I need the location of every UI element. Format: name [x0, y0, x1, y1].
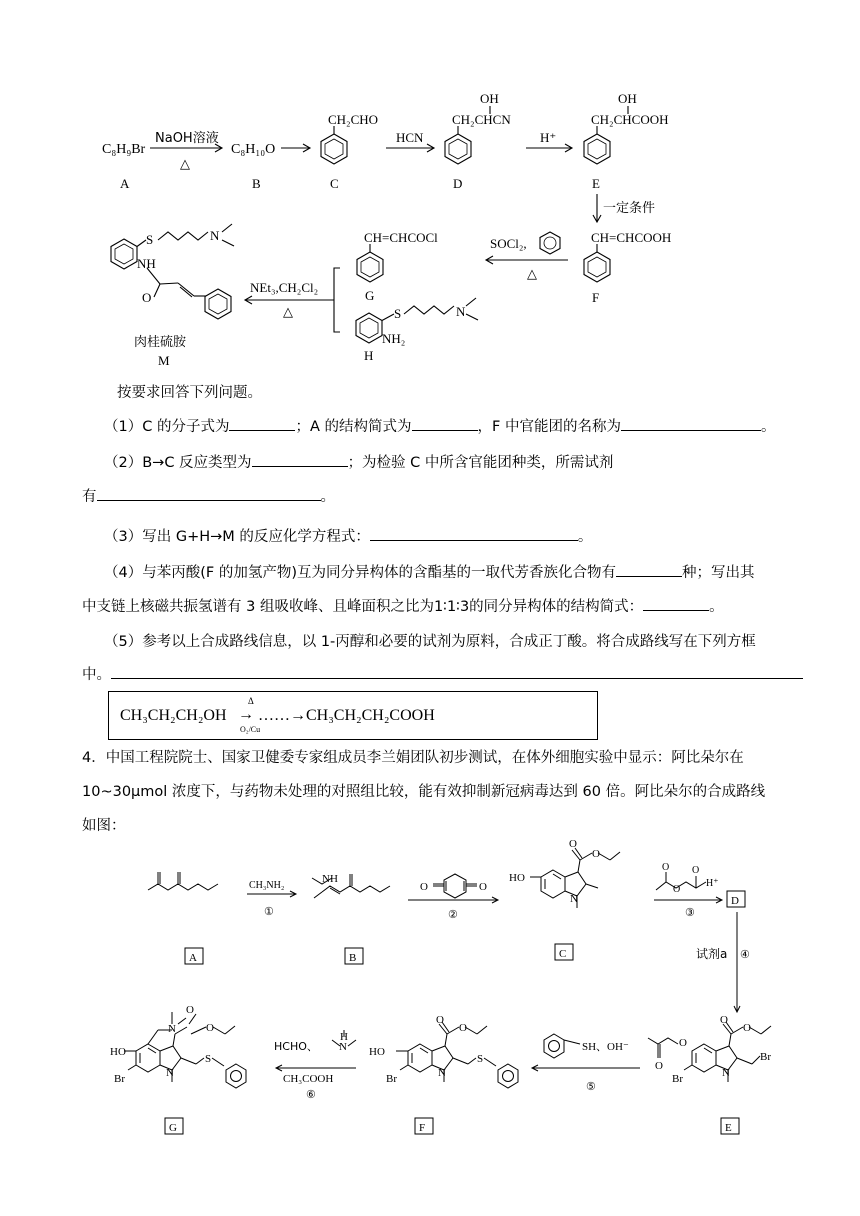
scheme2-F-hydroxyl: HO	[369, 1046, 385, 1058]
part4-end: 。	[709, 599, 724, 615]
scheme1-H-n-atom: N	[456, 304, 466, 319]
scheme2-C-nitrogen: N	[570, 893, 578, 905]
scheme1-D-hydroxyl: OH	[480, 91, 499, 106]
scheme2-G-bromine: Br	[114, 1073, 125, 1085]
scheme1-E-hydroxyl: OH	[618, 91, 637, 106]
scheme2-arrow1-reagent: CH₃NH₂	[249, 880, 285, 891]
scheme1-arrow5-heat: △	[527, 266, 537, 281]
scheme2-G-label: G	[169, 1122, 177, 1134]
scheme1-arrow1-reagent: NaOH溶液	[155, 131, 219, 146]
scheme2-A-label: A	[189, 952, 197, 964]
scheme1-B-label: B	[252, 176, 261, 191]
part2-text-c: 有	[82, 489, 97, 505]
scheme2-E-ester-o: O	[679, 1037, 687, 1049]
part1-text-b: ；A 的结构简式为	[295, 419, 412, 435]
route-arrow-catalyst: O₂/Cu	[240, 725, 261, 734]
route-start: CH₃CH₂CH₂OH	[120, 707, 227, 724]
scheme2-B-label: B	[349, 952, 357, 964]
scheme2-arrow3-step: ③	[685, 907, 695, 919]
quinone-o-left: O	[420, 881, 428, 893]
scheme2-G-hydroxyl: HO	[110, 1046, 126, 1058]
route-arrow: →	[238, 706, 254, 723]
scheme2-arrow5-reagent: SH、OH⁻	[582, 1041, 629, 1053]
part3-text-a: （3）写出 G+H→M 的反应化学方程式：	[104, 529, 370, 545]
scheme2-G-carbonyl-o: O	[186, 1004, 194, 1016]
scheme2-C-hydroxyl: HO	[509, 872, 525, 884]
scheme1-arrow2-reagent: HCN	[396, 130, 424, 145]
question-part-5: （5）参考以上合成路线信息，以 1-丙醇和必要的试剂为原料，合成正丁酸。将合成路线写在下列方框	[104, 634, 756, 650]
scheme1-arrow1-heat: △	[180, 156, 190, 171]
scheme1-E-label: E	[592, 176, 600, 191]
scheme1-G-substituent: CH=CHCOCl	[364, 230, 438, 245]
scheme1-M-sulfur: S	[146, 232, 154, 247]
scheme2-E-bromine-1: Br	[672, 1073, 683, 1085]
scheme2-B-nh: NH	[322, 873, 338, 885]
part2-text-b: ；为检验 C 中所含官能团种类，所需试剂	[347, 455, 614, 471]
part3-end: 。	[577, 529, 593, 545]
scheme2-C-label: C	[559, 948, 567, 960]
scheme1-arrow5-reagent: SOCl₂,	[490, 236, 527, 251]
scheme2-arrow6-h: H	[340, 1031, 348, 1043]
scheme1-F-substituent: CH=CHCOOH	[591, 230, 672, 245]
scheme1-C-substituent: CH₂CHO	[328, 112, 379, 127]
scheme2-arrow4-step: ④	[740, 949, 750, 961]
scheme1-D-label: D	[453, 176, 463, 191]
part2-end: 。	[320, 489, 335, 505]
q4-line-2: 10~30μmol 浓度下，与药物未处理的对照组比较，能有效抑制新冠病毒达到 60 倍。阿比朵尔的合成路线	[82, 784, 766, 800]
part1-text-a: （1）C 的分子式为	[104, 419, 230, 435]
question-intro: 按要求回答下列问题。	[117, 385, 262, 401]
scheme2-F-sulfur: S	[477, 1053, 484, 1065]
scheme2-arrow6-n: N	[339, 1041, 347, 1053]
anhydride-o3: O	[692, 865, 700, 876]
part4-text-c: 中支链上核磁共振氢谱有 3 组吸收峰、且峰面积之比为1∶1∶3的同分异构体的结构简式：	[82, 599, 644, 615]
route-end: ……→CH₃CH₂CH₂COOH	[258, 707, 435, 724]
scheme2-E-bromine-2: Br	[760, 1051, 771, 1063]
part4-text-a: （4）与苯丙酸(F 的加氢产物)互为同分异构体的含酯基的一取代芳香族化合物有	[104, 565, 616, 581]
part4-text-b: 种；写出其	[682, 565, 755, 581]
scheme1-M-oxygen: O	[142, 290, 152, 305]
scheme2-D-label: D	[731, 895, 739, 907]
part2-text-a: （2）B→C 反应类型为	[104, 455, 252, 471]
part1-text-c: ，F 中官能团的名称为	[477, 419, 621, 435]
anhydride-o1: O	[662, 862, 670, 873]
route-arrow-heat: Δ	[248, 696, 254, 706]
scheme2-E-nitrogen: N	[722, 1067, 730, 1079]
scheme1-H-amine: NH₂	[382, 331, 406, 346]
scheme2-F-nitrogen: N	[438, 1067, 446, 1079]
scheme2-F-bromine: Br	[386, 1073, 397, 1085]
scheme2-arrow5-step: ⑤	[586, 1081, 596, 1093]
scheme2-G-amine-nitrogen: N	[168, 1023, 176, 1035]
scheme1-D-substituent: CH₂CHCN	[452, 112, 511, 127]
scheme1-M-nh: NH	[137, 256, 156, 271]
scheme2-E-o3: O	[743, 1022, 751, 1034]
scheme2-F-ester-o: O	[459, 1022, 467, 1034]
scheme1-G-label: G	[365, 288, 375, 303]
scheme2-arrow6-solvent: CH₃COOH	[283, 1073, 334, 1085]
scheme1-M-name: 肉桂硫胺	[134, 335, 187, 350]
quinone-o-right: O	[479, 881, 487, 893]
scheme2-E-carbonyl-o: O	[655, 1060, 663, 1072]
scheme2-F-label: F	[419, 1122, 426, 1134]
scheme1-A-formula: C₈H₉Br	[102, 142, 146, 157]
scheme2-arrow3-acid: H⁺	[706, 878, 719, 889]
scheme2-G-nitrogen: N	[166, 1067, 174, 1079]
part5-text-b: 中。	[82, 667, 111, 683]
scheme2-G-sulfur: S	[205, 1053, 212, 1065]
scheme1-H-label: H	[364, 348, 374, 363]
scheme2-E-o4: O	[720, 1014, 728, 1026]
scheme2-C-carbonyl-o: O	[569, 838, 577, 850]
anhydride-o2: O	[673, 884, 681, 895]
scheme2-G-ester-o: O	[206, 1022, 214, 1034]
scheme1-B-formula: C₈H₁₀O	[231, 142, 276, 157]
scheme2-arrow1-step: ①	[264, 906, 274, 918]
scheme2-arrow6-step: ⑥	[306, 1089, 316, 1101]
scheme2-E-label: E	[725, 1122, 732, 1134]
q4-line-1: 4．中国工程院院士、国家卫健委专家组成员李兰娟团队初步测试，在体外细胞实验中显示：阿比朵尔在	[82, 750, 744, 766]
scheme2-arrow6-reagent: HCHO、	[274, 1040, 318, 1053]
scheme2-F-carbonyl-o: O	[436, 1014, 444, 1026]
scheme1-C-label: C	[330, 176, 339, 191]
scheme1-M-n-atom: N	[210, 228, 220, 243]
scheme1-F-label: F	[592, 290, 600, 305]
scheme1-A-label: A	[120, 176, 130, 191]
scheme1-arrow6-reagent: NEt₃,CH₂Cl₂	[250, 280, 319, 295]
scheme2-C-ester-o: O	[592, 848, 600, 860]
scheme1-M-label: M	[158, 353, 170, 368]
scheme1-E-substituent: CH₂CHCOOH	[591, 112, 669, 127]
scheme1-arrow6-heat: △	[283, 304, 293, 319]
scheme1-arrow3-reagent: H⁺	[540, 130, 557, 145]
scheme1-H-sulfur: S	[394, 306, 402, 321]
scheme2-arrow2-step: ②	[448, 909, 458, 921]
q4-line-3: 如图：	[82, 818, 126, 834]
scheme1-arrow4-condition: 一定条件	[603, 201, 656, 216]
scheme2-arrow4-reagent: 试剂a	[696, 947, 728, 961]
part1-end: 。	[760, 419, 776, 435]
